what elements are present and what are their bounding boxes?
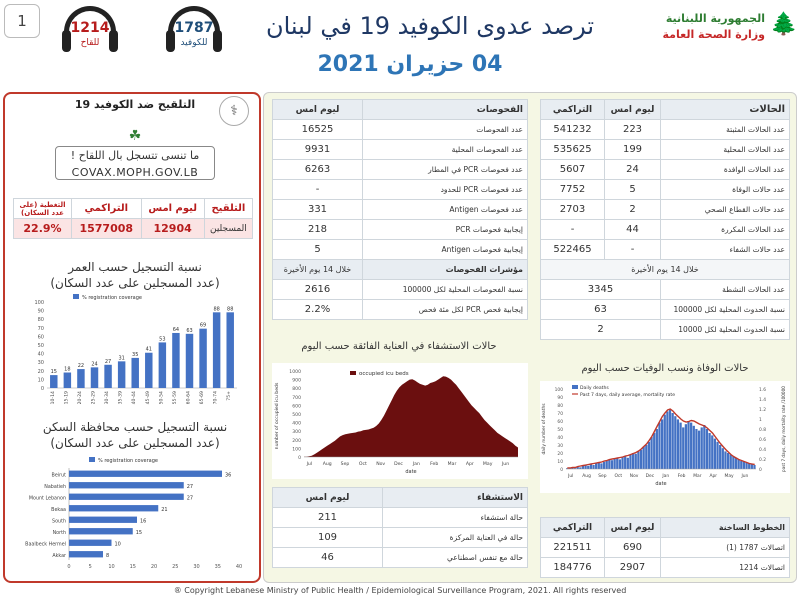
table-row: 3345 عدد الحالات النشطة [541,280,790,300]
bar [226,312,233,388]
copyright-footer: ® Copyright Lebanese Ministry of Public Health / Epidemiological Surveillance Program, 2021. All rights reserved [173,586,627,595]
report-date: 04 حزيران 2021 [317,52,503,77]
bar [159,342,166,388]
y-tick-label: 100 [292,447,301,453]
y2-tick-label: 1.4 [759,398,766,403]
governorate-registration-chart [9,454,253,578]
y-tick-label: 1000 [289,370,301,375]
y-tick-label: Beirut [51,473,66,479]
bar [50,375,57,388]
hotline-covid-number: 1787 [174,20,214,36]
x-tick-label: May [724,474,734,479]
bar [186,334,193,388]
hotline-covid-badge [166,6,222,62]
table-row: - 44 عدد الحالات المكررة [541,220,790,240]
hosp-col-yesterday: ليوم امس [273,488,383,508]
ministry-name: وزارة الصحة العامة [662,28,765,41]
death-bar [643,447,645,469]
table-row: 218 إيجابية فحوصات PCR [273,220,528,240]
y-tick-label: 30 [37,360,44,367]
x-tick-label: 30 [193,564,200,570]
vax-row-label: المسجلين [204,219,252,239]
death-bar [727,453,729,469]
death-bar [679,423,681,469]
icu-area [304,376,518,457]
data-label: 53 [159,336,166,343]
y-tick-label: 60 [37,334,44,341]
y-tick-label: Nabatieh [44,484,66,490]
y-tick-label: 40 [37,351,44,358]
x-tick-label: 0 [67,564,71,570]
y-tick-label: 30 [557,444,563,449]
icu-occupancy-chart [272,363,528,479]
y-tick-label: 20 [557,452,563,457]
death-bar [738,459,740,469]
death-bar [695,429,697,469]
x-axis-label: date [655,481,667,487]
x-tick-label: 65-69 [200,391,206,405]
hotline-covid-label: للكوفيد [180,38,208,48]
y-tick-label: 10 [557,460,563,465]
death-bar [624,456,626,469]
death-bar [709,433,711,469]
cases-period-label: خلال 14 يوم الأخيرة [541,260,790,280]
death-bar [614,459,616,469]
x-tick-label: Dec [394,462,403,467]
y-tick-label: 10 [37,377,44,384]
governorate-chart-title: نسبة التسجيل حسب محافظة السكن [42,420,228,434]
death-bar [656,429,658,469]
covax-logo-icon: ☘ [128,128,142,144]
death-bar [658,423,660,469]
table-row: 109 حالة في العناية المركزة [273,528,528,548]
table-row: 535625 199 عدد الحالات المحلية [541,140,790,160]
legend-label: occupied icu beds [359,371,409,377]
y-axis-label: daily number of deaths [542,403,547,455]
y-tick-label: 70 [557,412,563,417]
hotlines-col-title: الخطوط الساخنة [661,518,790,538]
y-tick-label: Akkar [52,553,66,559]
y-tick-label: 0 [40,386,44,392]
statistics-panel [263,92,797,583]
y-tick-label: 0 [560,468,563,473]
death-bar [740,461,742,469]
hotline-vaccine-label: للقاح [80,38,100,48]
legend-swatch [89,457,95,462]
y2-tick-label: 1.6 [759,388,766,393]
x-tick-label: 45-49 [145,391,151,405]
table-row: 541232 223 عدد الحالات المثبتة [541,120,790,140]
cedar-logo-icon: 🌲 [770,12,798,37]
death-bar [693,426,695,469]
age-registration-chart [25,292,245,416]
death-bar [698,431,700,469]
hotlines-col-cumulative: التراكمي [541,518,605,538]
table-row: 7752 5 عدد حالات الوفاة [541,180,790,200]
page-title: ترصد عدوى الكوفيد 19 في لبنان [265,12,595,40]
bar [69,540,112,546]
data-label: 24 [91,361,98,368]
y2-tick-label: 1 [759,418,762,423]
x-tick-label: Jul [568,474,574,479]
hospitalization-table [272,487,528,568]
y-tick-label: 80 [557,404,563,409]
bar [131,358,138,388]
x-tick-label: Oct [358,462,367,467]
y2-tick-label: 0.8 [759,428,766,433]
x-tick-label: 10 [108,564,115,570]
page-number: 1 [4,4,40,38]
bar [69,482,184,488]
gov-name: الجمهورية اللبنانية [665,12,765,25]
x-tick-label: Mar [693,474,702,479]
data-label: 31 [118,355,125,362]
x-tick-label: 40-44 [132,391,138,405]
vax-col-yesterday: ليوم امس [141,199,204,219]
death-bar [635,454,637,469]
icu-chart-title: حالات الاستشفاء في العناية الفائقة حسب اليوم [301,341,497,352]
vaccination-title: التلقيح ضد الكوفيد 19 [74,98,196,111]
x-tick-label: Jun [501,462,510,467]
death-bar [587,466,589,469]
y-tick-label: 80 [37,317,44,324]
death-bar [598,463,600,469]
table-row: 184776 2907 اتصالات 1214 [541,558,790,578]
death-bar [751,464,753,469]
death-bar [632,453,634,469]
death-bar [629,455,631,469]
register-url[interactable]: COVAX.MOPH.GOV.LB [71,166,199,179]
x-tick-label: Mar [447,462,457,467]
death-bar [653,433,655,469]
x-tick-label: Nov [629,474,639,479]
table-row: 5 إيجابية فحوصات Antigen [273,240,528,260]
bar [69,471,222,477]
bar [213,312,220,388]
x-tick-label: Sep [340,462,350,467]
hotline-vaccine-badge [62,6,118,62]
table-row: 2 نسبة الحدوث المحلية لكل 10000 [541,320,790,340]
data-label: 15 [50,369,57,376]
vax-col-coverage: التغطية (على عدد السكان) [14,199,72,219]
legend-swatch [572,385,578,389]
hotlines-table [540,517,790,578]
data-label: 16 [140,518,147,525]
death-bar [735,458,737,469]
death-bar [645,445,647,469]
x-tick-label: 25-29 [91,391,97,405]
y-tick-label: 700 [292,395,301,401]
x-tick-label: May [482,462,493,467]
y-tick-label: North [52,530,66,536]
death-bar [685,424,687,469]
death-bar [743,462,745,469]
x-tick-label: 15 [129,564,136,570]
table-row: 46 حالة مع تنفس اصطناعي [273,548,528,568]
death-bar [706,429,708,469]
death-bar [595,463,597,469]
x-tick-label: Feb [677,474,686,479]
x-tick-label: 10-14 [50,391,56,405]
death-bar [592,465,594,469]
death-bar [611,460,613,469]
y2-axis-label: past 7 days, daily mortality rate /100000 [781,386,786,472]
x-axis-label: date [405,469,417,475]
x-tick-label: 55-59 [172,391,178,405]
y-tick-label: 100 [554,388,563,393]
table-row: 63 نسبة الحدوث المحلية لكل 100000 [541,300,790,320]
death-bar [701,427,703,469]
y-tick-label: 50 [37,343,44,349]
cases-table [540,99,790,340]
x-tick-label: 25 [172,564,179,570]
table-row: 331 عدد فحوصات Antigen [273,200,528,220]
death-bar [608,459,610,469]
data-label: 88 [213,306,220,313]
hosp-col-title: الاستشفاء [383,488,528,508]
death-bar [600,463,602,469]
y2-tick-label: 0.2 [759,458,766,463]
data-label: 36 [225,472,232,479]
y-tick-label: 90 [557,396,563,401]
data-label: 22 [77,363,85,370]
death-bar [711,435,713,469]
death-bar [690,423,692,469]
y-tick-label: Baalbeck Hermel [25,542,66,548]
data-label: 21 [161,506,168,513]
death-bar [621,457,623,469]
register-text: ما تنسى تتسجل بال اللقاح ! [70,149,200,162]
y-tick-label: 60 [557,420,563,425]
table-row: 221511 690 اتصالات 1787 (1) [541,538,790,558]
y-tick-label: 20 [37,368,44,375]
x-tick-label: 35 [214,564,221,570]
death-bar [682,427,684,469]
death-bar [730,455,732,469]
death-bar [650,437,652,469]
death-bar [724,451,726,469]
legend-label: Daily deaths [580,386,609,391]
y2-tick-label: 0 [759,468,762,473]
death-bar [703,425,705,469]
tests-col-yesterday: ليوم امس [273,100,363,120]
x-tick-label: 35-39 [118,391,124,405]
bar [69,528,133,534]
data-label: 63 [186,327,193,334]
y-axis-label: number of occupied icu beds [275,382,280,450]
x-tick-label: 50-54 [159,391,165,405]
death-bar [666,411,668,469]
death-bar [640,450,642,469]
death-bar [722,448,724,469]
y-tick-label: 200 [292,438,301,444]
x-tick-label: 40 [235,564,243,570]
data-label: 15 [135,529,143,536]
x-tick-label: 5 [88,564,92,570]
death-bar [719,445,721,469]
bar [104,365,111,388]
data-label: 8 [106,552,110,559]
y-tick-label: 0 [298,456,301,461]
y-tick-label: South [52,519,66,525]
y-tick-label: 900 [292,378,301,384]
table-row: 16525 عدد الفحوصات [273,120,528,140]
vaccination-table [13,198,253,239]
x-tick-label: 20 [150,564,158,570]
y-tick-label: 600 [292,404,301,410]
hotline-vaccine-number: 1214 [70,20,110,36]
x-tick-label: Jan [412,462,420,467]
death-bar [674,416,676,469]
governorate-chart-subtitle: (عدد المسجلين على عدد السكان) [50,436,220,450]
death-bar [616,458,618,469]
y-tick-label: 70 [37,325,44,332]
death-bar [672,413,674,469]
death-bar [714,439,716,469]
vax-col-type: التلقيح [204,199,252,219]
cases-col-yesterday: ليوم امس [605,100,661,120]
data-label: 10 [114,541,121,548]
death-bar [648,442,650,469]
x-tick-label: Aug [322,462,332,467]
data-label: 64 [172,326,180,333]
vaccination-panel [3,92,261,583]
vax-cumulative-value: 1577008 [72,219,142,239]
indicators-period: خلال 14 يوم الأخيرة [273,260,363,280]
deaths-chart [540,381,790,493]
bar [69,494,184,500]
x-tick-label: Jun [741,474,749,479]
x-tick-label: 75+ [227,391,233,401]
death-bar [664,415,666,469]
bar [172,333,179,388]
death-bar [661,419,663,469]
vax-yesterday-value: 12904 [141,219,204,239]
table-row: 211 حالة استشفاء [273,508,528,528]
data-label: 41 [145,346,152,353]
indicators-title: مؤشرات الفحوصات [363,260,528,280]
x-tick-label: Dec [645,474,655,479]
x-tick-label: Feb [430,462,439,467]
data-label: 69 [199,322,207,329]
death-bar [753,465,755,469]
x-tick-label: Jul [306,462,313,467]
bar [145,353,152,388]
age-chart-title: نسبة التسجيل حسب العمر [68,260,202,274]
bar [69,505,158,511]
x-tick-label: 70-74 [213,391,219,405]
data-label: 18 [64,366,71,373]
death-bar [627,458,629,469]
y2-tick-label: 1.2 [759,408,766,413]
death-bar [669,409,671,469]
table-row: 2616 نسبة الفحوصات المحلية لكل 100000 [273,280,528,300]
y-tick-label: 90 [37,308,44,315]
x-tick-label: Nov [376,462,386,467]
x-tick-label: Apr [465,462,474,467]
y-tick-label: 800 [292,387,301,393]
bar [69,551,103,557]
legend-label: % registration coverage [98,458,158,464]
death-bar [603,462,605,469]
table-row: 9931 عدد الفحوصات المحلية [273,140,528,160]
table-row: 2.2% إيجابية فحص PCR لكل مئة فحص [273,300,528,320]
bar [91,367,98,388]
data-label: 88 [227,306,234,313]
bar [77,369,84,388]
bar [64,373,71,388]
y-tick-label: 40 [557,436,563,441]
x-tick-label: Jan [662,474,670,479]
legend-label: % registration coverage [82,295,142,301]
death-bar [590,464,592,469]
table-row: - عدد فحوصات PCR للحدود [273,180,528,200]
data-label: 35 [132,351,139,358]
age-chart-subtitle: (عدد المسجلين على عدد السكان) [50,276,220,290]
y-tick-label: 300 [292,430,301,436]
bar [118,361,125,388]
data-label: 27 [186,495,194,502]
legend-label: Past 7 days, daily average, mortality rate [580,393,676,398]
x-tick-label: Aug [582,474,591,479]
x-tick-label: 30-34 [105,391,111,405]
vax-coverage-value: 22.9% [14,219,72,239]
tests-table [272,99,528,320]
death-bar [677,419,679,469]
y-tick-label: 50 [557,428,563,433]
y-tick-label: 100 [34,300,44,306]
y2-tick-label: 0.4 [759,448,766,453]
y-tick-label: Bekaa [51,507,66,513]
death-bar [606,461,608,469]
legend-swatch [73,294,79,299]
data-label: 27 [186,483,194,490]
death-bar [619,459,621,469]
x-tick-label: Oct [614,474,623,479]
deaths-chart-title: حالات الوفاة ونسب الوفيات حسب اليوم [581,363,749,374]
cases-col-cumulative: التراكمي [541,100,605,120]
x-tick-label: 15-19 [64,391,70,405]
vax-col-cumulative: التراكمي [72,199,142,219]
death-bar [745,463,747,469]
x-tick-label: Apr [709,474,718,479]
table-row: 5607 24 عدد الحالات الوافدة [541,160,790,180]
y-tick-label: 400 [292,421,301,427]
x-tick-label: 20-24 [77,391,83,405]
y-tick-label: 500 [292,413,301,418]
hotlines-col-yesterday: ليوم امس [605,518,661,538]
x-tick-label: 60-64 [186,391,192,405]
cases-col-title: الحالات [661,100,790,120]
death-bar [732,456,734,469]
table-row: 522465 - عدد حالات الشفاء [541,240,790,260]
tests-col-title: الفحوصات [363,100,528,120]
data-label: 27 [104,358,112,365]
death-bar [687,421,689,469]
syringe-icon: ⚕ [219,96,249,126]
x-tick-label: Sep [598,474,607,479]
legend-swatch [350,371,356,375]
y-tick-label: Mount Lebanon [28,496,66,502]
death-bar [716,442,718,469]
bar [69,517,137,523]
death-bar [637,451,639,469]
table-row: 6263 عدد فحوصات PCR في المطار [273,160,528,180]
bar [199,329,206,388]
table-row: 2703 2 عدد حالات القطاع الصحي [541,200,790,220]
y2-tick-label: 0.6 [759,438,766,443]
